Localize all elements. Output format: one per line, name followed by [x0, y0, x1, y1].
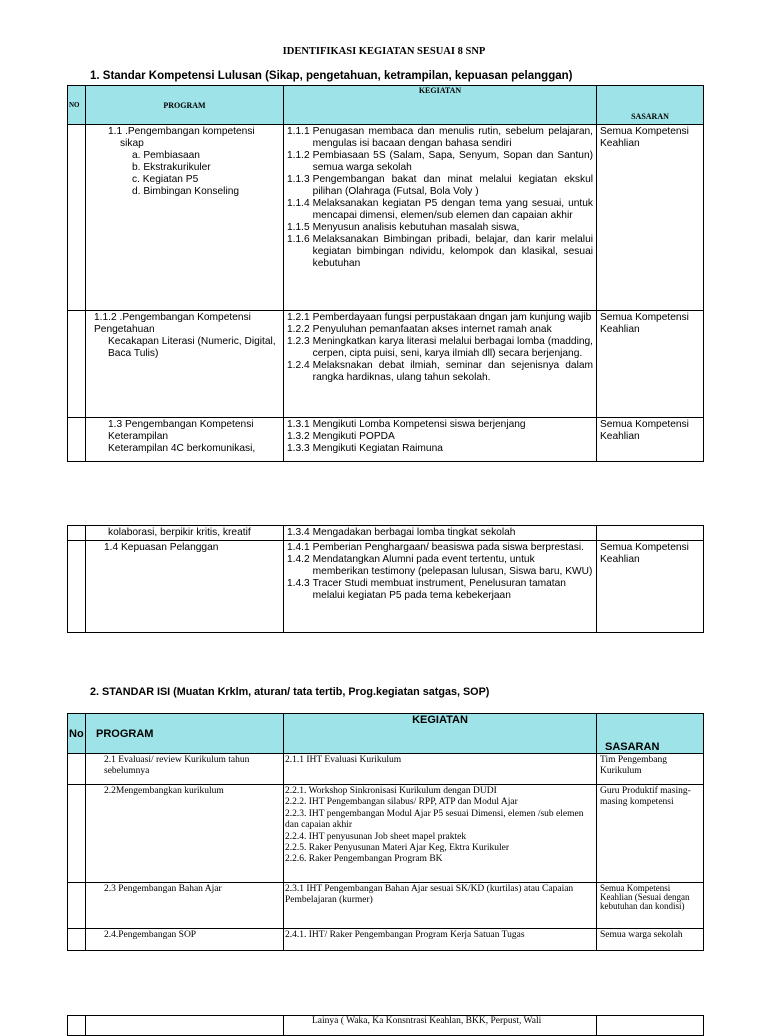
row-no-cell	[68, 418, 86, 462]
section1-table	[67, 85, 704, 462]
kegiatan-cell	[284, 541, 597, 633]
section1-header-row	[68, 86, 704, 125]
col-no-header: NO	[68, 86, 86, 125]
activity-text: 2.2.1. Workshop Sinkronisasi Kurikulum dengan DUDI	[285, 786, 497, 796]
activity-text: 2.2.6. Raker Pengembangan Program BK	[285, 854, 443, 865]
table-row	[68, 1016, 704, 1036]
activity-number: 1.2.3	[287, 336, 310, 347]
table-row	[68, 125, 704, 311]
activity-number: 1.4.2	[287, 554, 310, 565]
table-row	[68, 418, 704, 462]
activity-number: 1.2.2	[287, 324, 310, 335]
sasaran-cell: Semua Kompetensi Keahlian (Sesuai dengan kebutuhan dan kondisi)	[597, 883, 704, 929]
table-row	[68, 526, 704, 541]
row-no-cell	[68, 311, 86, 418]
col-kegiatan-header: KEGIATAN	[284, 714, 597, 754]
kegiatan-cell	[284, 929, 597, 951]
kegiatan-cell	[284, 754, 597, 785]
sasaran-cell: Semua Kompetensi Keahlian	[597, 418, 704, 462]
activity-number: 1.1.4	[287, 198, 310, 209]
sasaran-cell: Tim Pengembang Kurikulum	[597, 754, 704, 785]
program-cell: 1.4 Kepuasan Pelanggan	[86, 541, 284, 633]
activity-text: Penugasan membaca dan menulis rutin, sebelum pelajaran, mengulas isi bacaan dengan bahasa sendiri	[312, 126, 593, 149]
activity-text: Melaksnakan debat ilmiah, seminar dan sejenisnya dalam rangka hardiknas, ulang tahun sekolah.	[312, 360, 593, 383]
activity-number: 1.1.1	[287, 126, 310, 137]
col-sasaran-header: SASARAN	[597, 86, 704, 125]
activity-text: Pembiasaan 5S (Salam, Sapa, Senyum, Sopan dan Santun) semua warga sekolah	[312, 150, 593, 173]
activity-number: 1.2.4	[287, 360, 310, 371]
row-no-cell	[68, 1016, 86, 1036]
activity-number: 1.1.6	[287, 234, 310, 245]
sasaran-cell: Semua warga sekolah	[597, 929, 704, 951]
table-row	[68, 785, 704, 883]
table-row	[68, 541, 704, 633]
activity-number: 1.3.2	[287, 431, 310, 442]
activity-number: 1.4.1	[287, 542, 310, 553]
row-no-cell	[68, 526, 86, 541]
program-cell: 2.3 Pengembangan Bahan Ajar	[86, 883, 284, 929]
activity-text: Melaksanakan kegiatan P5 dengan tema yang sesuai, untuk mencapai dimensi, elemen/sub elemen dan capaian akhir	[312, 198, 593, 221]
section2-heading: 2. STANDAR ISI (Muatan Krklm, aturan/ tata tertib, Prog.kegiatan satgas, SOP)	[90, 686, 490, 698]
program-cell	[86, 418, 284, 462]
sasaran-cell: Semua Kompetensi Keahlian	[597, 125, 704, 311]
activity-number: 1.1.5	[287, 222, 310, 233]
row-no-cell	[68, 754, 86, 785]
sasaran-cell	[597, 1016, 704, 1036]
activity-text: 2.2.5. Raker Penyusunan Materi Ajar Keg, Ektra Kurikuler	[285, 843, 509, 854]
activity-number: 1.3.3	[287, 443, 310, 454]
activity-text: Mengikuti Lomba Kompetensi siswa berjenjang	[312, 419, 526, 430]
program-item: d. Bimbingan Konseling	[132, 186, 240, 197]
col-kegiatan-header: KEGIATAN	[284, 86, 597, 125]
activity-text: 2.2.4. IHT penyusunan Job sheet mapel praktek	[285, 831, 467, 842]
program-title: 1.1.2 .Pengembangan Kompetensi Pengetahuan	[94, 312, 251, 335]
row-no-cell	[68, 785, 86, 883]
activity-text: 2.3.1 IHT Pengembangan Bahan Ajar sesuai SK/KD (kurtilas) atau Capaian Pembelajaran (kurmer)	[285, 884, 574, 906]
sasaran-cell	[597, 526, 704, 541]
section1-continued-table	[67, 525, 704, 633]
program-cell	[86, 1016, 284, 1036]
kegiatan-cell	[284, 418, 597, 462]
program-item: c. Kegiatan P5	[132, 174, 199, 185]
activity-text: Penyuluhan pemanfaatan akses internet ramah anak	[312, 324, 552, 335]
activity-text: Mengikuti Kegiatan Raimuna	[312, 443, 443, 454]
kegiatan-cell	[284, 311, 597, 418]
activity-number: 1.1.2	[287, 150, 310, 161]
kegiatan-cell	[284, 785, 597, 883]
activity-text: Pemberdayaan fungsi perpustakaan dngan jam kunjung wajib	[312, 312, 592, 323]
sasaran-cell: Semua Kompetensi Keahlian	[597, 541, 704, 633]
table-row	[68, 311, 704, 418]
col-program-header: PROGRAM	[86, 714, 284, 754]
col-program-header: PROGRAM	[86, 86, 284, 125]
program-item: Kecakapan Literasi (Numeric, Digital, Baca Tulis)	[108, 336, 276, 359]
document-title: IDENTIFIKASI KEGIATAN SESUAI 8 SNP	[282, 46, 486, 57]
section1-heading: 1. Standar Kompetensi Lulusan (Sikap, pengetahuan, ketrampilan, kepuasan pelanggan)	[90, 70, 573, 82]
program-cell	[86, 311, 284, 418]
section2-table	[67, 713, 704, 951]
kegiatan-cell	[284, 125, 597, 311]
program-title: 1.3 Pengembangan Kompetensi Keterampilan	[108, 419, 254, 442]
kegiatan-cell	[284, 526, 597, 541]
program-cell: 2.1 Evaluasi/ review Kurikulum tahun sebelumnya	[86, 754, 284, 785]
section2-header-row	[68, 714, 704, 754]
col-sasaran-header: SASARAN	[597, 714, 704, 754]
activity-text: 2.4.1. IHT/ Raker Pengembangan Program Kerja Satuan Tugas	[285, 930, 525, 940]
activity-text: Mengikuti POPDA	[312, 431, 395, 442]
program-cell: kolaborasi, berpikir kritis, kreatif	[86, 526, 284, 541]
program-cell	[86, 125, 284, 311]
program-item: b. Ekstrakurikuler	[132, 162, 211, 173]
sasaran-cell: Semua Kompetensi Keahlian	[597, 311, 704, 418]
activity-number: 1.1.3	[287, 174, 310, 185]
activity-text: 2.2.2. IHT Pengembangan silabus/ RPP, ATP dan Modul Ajar	[285, 797, 518, 808]
activity-text: Pemberian Penghargaan/ beasiswa pada siswa berprestasi.	[312, 542, 584, 553]
activity-number: 1.2.1	[287, 312, 310, 323]
activity-text: Mengadakan berbagai lomba tingkat sekolah	[312, 527, 516, 538]
table-row	[68, 883, 704, 929]
row-no-cell	[68, 125, 86, 311]
activity-text: Melaksanakan Bimbingan pribadi, belajar, dan karir melalui kegiatan bimbingan ndividu, kelompok dan klasikal, sesuai kebutuhan	[312, 234, 593, 269]
activity-number: 1.4.3	[287, 578, 310, 589]
kegiatan-cell	[284, 883, 597, 929]
program-title: 1.1 .Pengembangan kompetensi sikap	[108, 126, 255, 149]
row-no-cell	[68, 883, 86, 929]
col-no-header: No	[68, 714, 86, 754]
activity-number: 1.3.1	[287, 419, 310, 430]
activity-text: Menyusun analisis kebutuhan masalah siswa,	[312, 222, 520, 233]
table-row	[68, 929, 704, 951]
kegiatan-cell: Lainya ( Waka, Ka Konsntrasi Keahlan, BKK, Perpust, Wali	[284, 1016, 597, 1036]
activity-text: Mendatangkan Alumni pada event tertentu, untuk memberikan testimony (pelepasan lulusan, Siswa baru, KWU)	[312, 554, 593, 577]
section3-partial-table	[67, 1015, 704, 1036]
row-no-cell	[68, 929, 86, 951]
program-cell: 2.4.Pengembangan SOP	[86, 929, 284, 951]
sasaran-cell: Guru Produktif masing-masing kompetensi	[597, 785, 704, 883]
table-row	[68, 754, 704, 785]
program-item: Keterampilan 4C berkomunikasi,	[108, 443, 256, 454]
row-no-cell	[68, 541, 86, 633]
activity-text: Pengembangan bakat dan minat melalui kegiatan ekskul pilihan (Olahraga (Futsal, Bola Voly )	[312, 174, 593, 197]
activity-text: 2.1.1 IHT Evaluasi Kurikulum	[285, 755, 402, 765]
activity-text: Meningkatkan karya literasi melalui berbagai lomba (madding, cerpen, cipta puisi, seni, karya ilmiah dll) secara berjenjang.	[312, 336, 593, 359]
program-item: a. Pembiasaan	[132, 150, 200, 161]
activity-text: Tracer Studi membuat instrument, Penelusuran tamatan melalui kegiatan P5 pada tema kebekerjaan	[312, 578, 566, 601]
program-cell: 2.2Mengembangkan kurikulum	[86, 785, 284, 883]
activity-number: 1.3.4	[287, 527, 310, 538]
activity-text: 2.2.3. IHT pengembangan Modul Ajar P5 sesuai Dimensi, elemen /sub elemen dan capaian akhir	[285, 808, 584, 831]
